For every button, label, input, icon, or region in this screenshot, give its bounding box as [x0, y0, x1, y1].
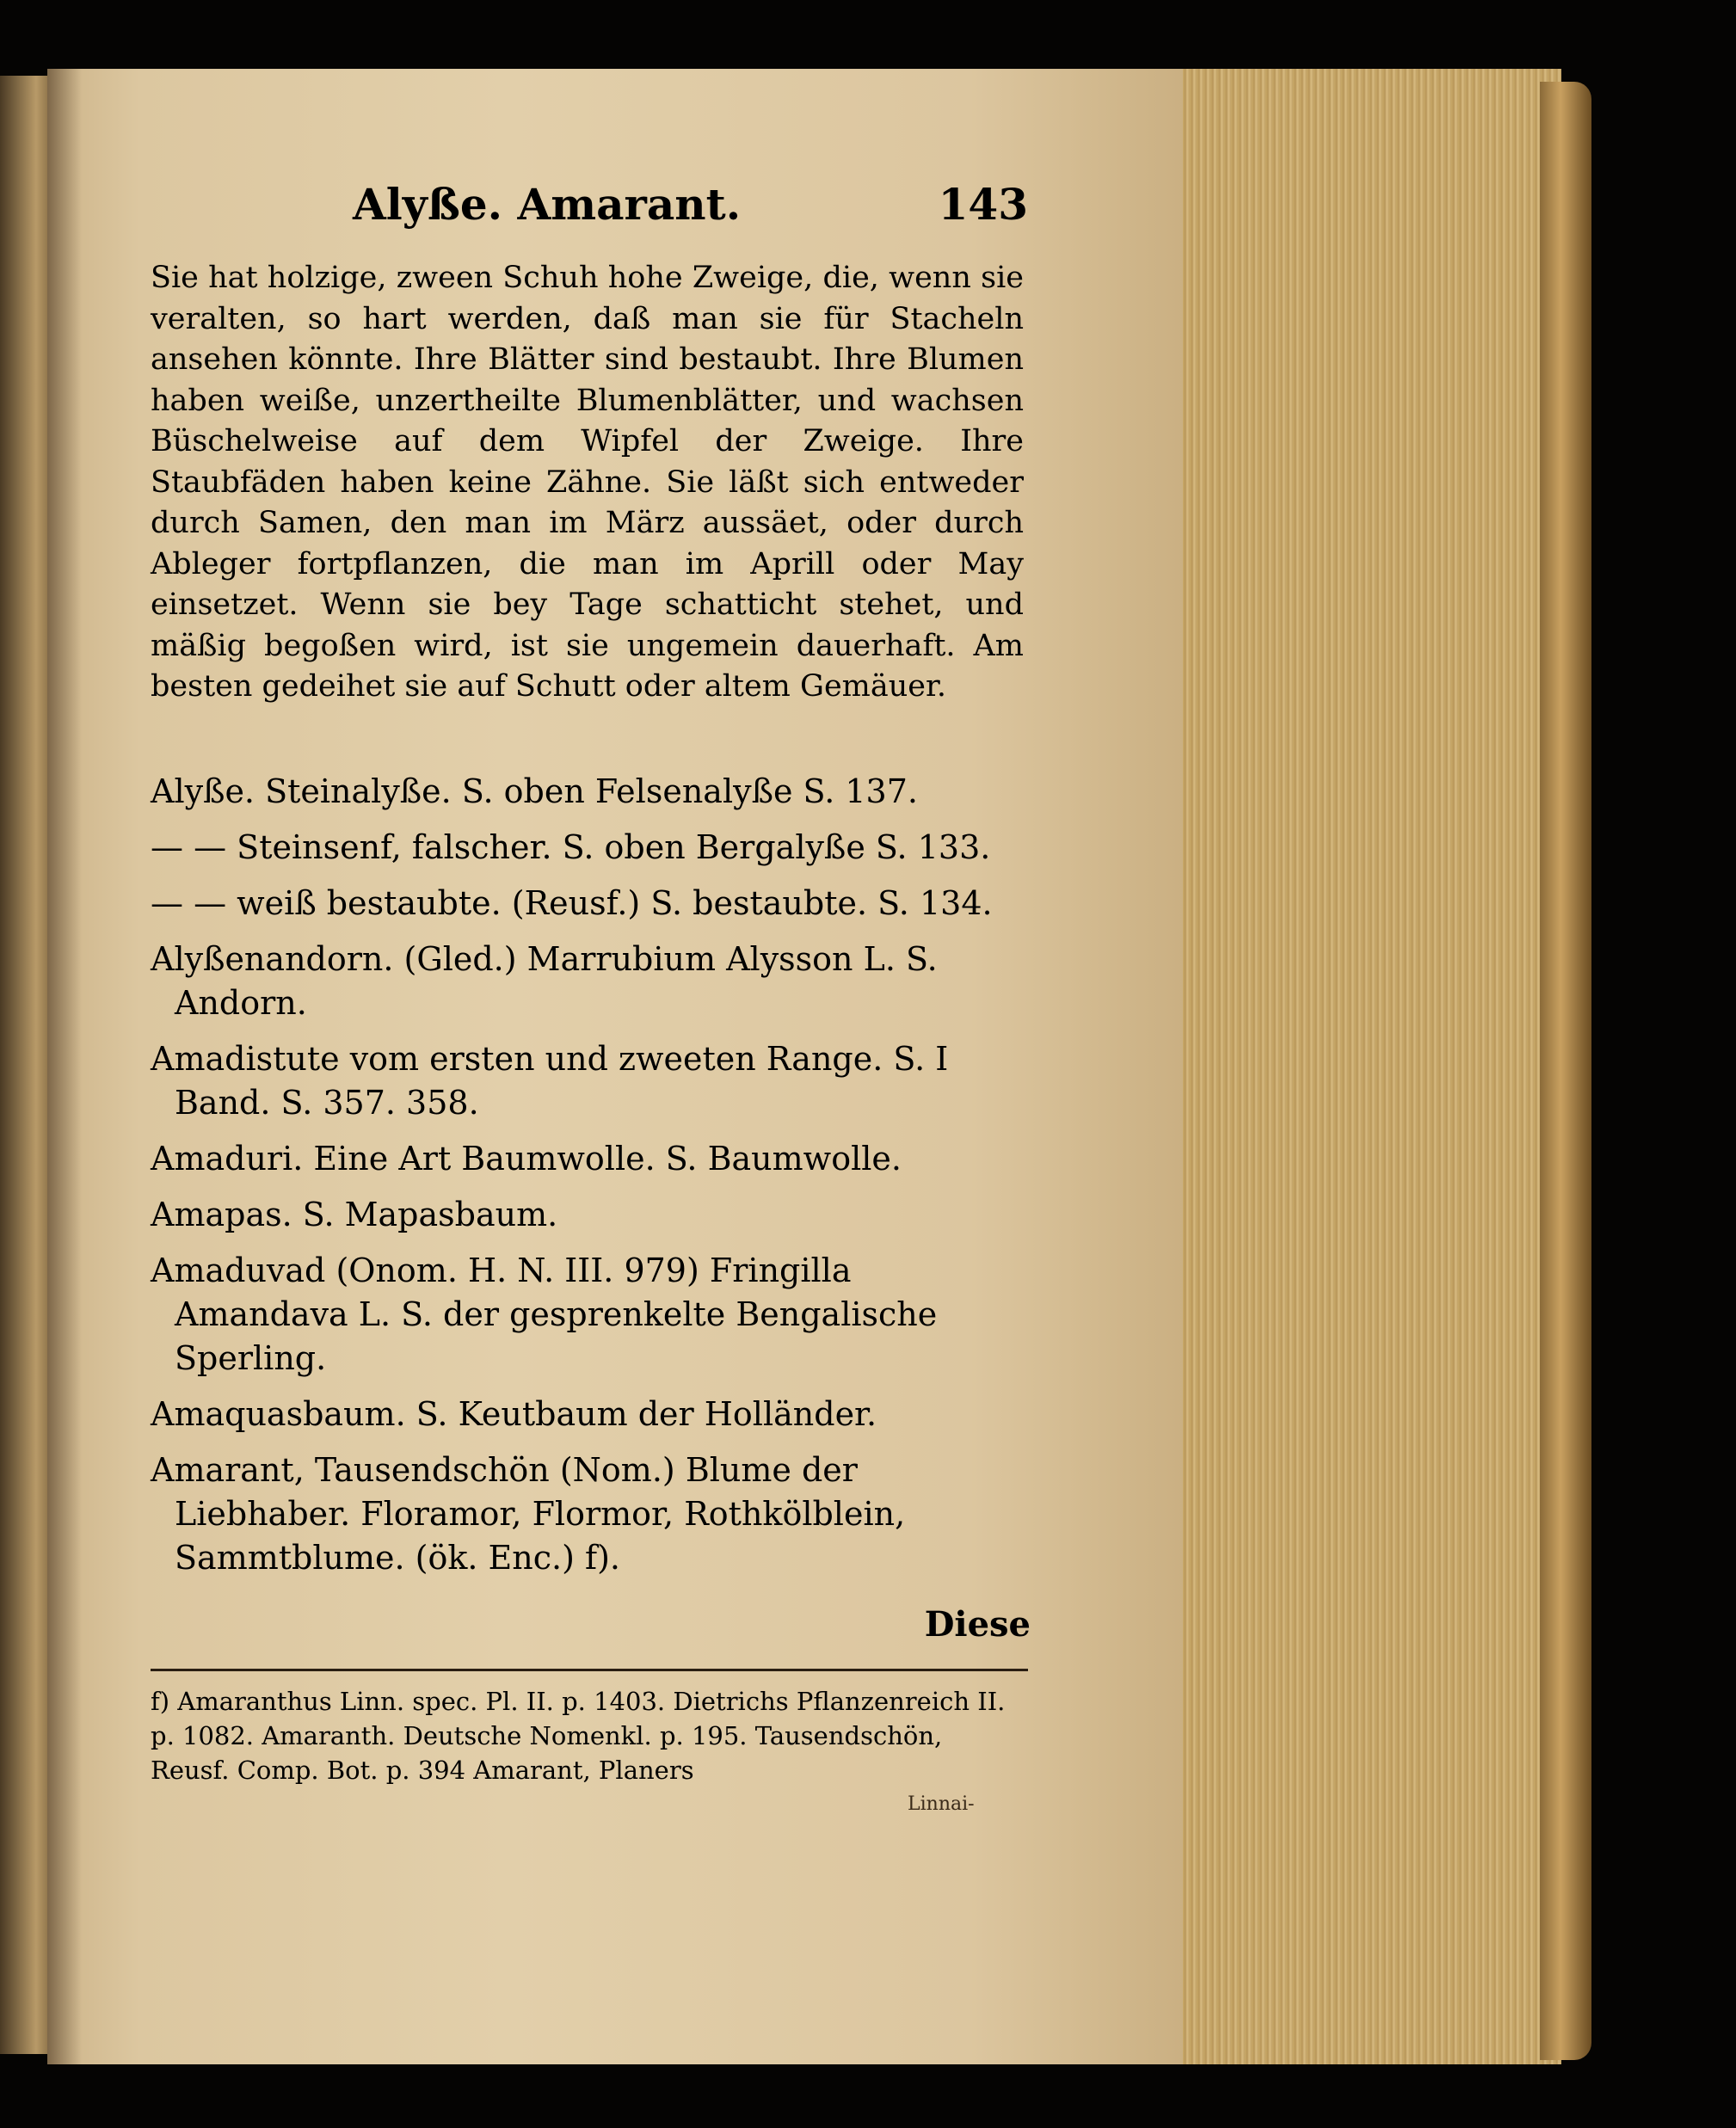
body-paragraph: Sie hat holzige, zween Schuh hohe Zweige, die, wenn sie veralten, so hart werden, daß man sie für Stacheln ansehen könnte. Ihre Blätter sind bestaubt. Ihre Blumen haben weiße, unzertheilte Blumenblätter, und wachsen Büschelweise auf dem Wipfel der Zweige. Ihre Staubfäden haben keine Zähne. Sie läßt sich entweder durch Samen, den man im März aussäet, oder durch Ableger fortpflanzen, die man im Aprill oder May einsetzet. Wenn sie bey Tage schatticht stehet, und mäßig begoßen wird, ist sie ungemein dauerhaft. Am besten gedeihet sie auf Schutt oder altem Gemäuer. [151, 261, 1024, 704]
entry-amapas: Amapas. S. Mapasbaum. [151, 1196, 558, 1233]
entry-amaduri: Amaduri. Eine Art Baumwolle. S. Baumwolle. [151, 1140, 902, 1178]
entry-steinalysse: Alyße. Steinalyße. S. oben Felsenalyße S. 137. [151, 772, 918, 810]
running-header [151, 172, 1028, 232]
footnote: f) Amaranthus Linn. spec. Pl. II. p. 1403. Dietrichs Pflanzenreich II. p. 1082. Amaranth. Deutsche Nomenkl. p. 195. Tausendschön, Reusf. Comp. Bot. p. 394 Amarant, Planers [151, 1687, 1006, 1785]
footnote-rule [151, 1669, 1028, 1671]
entry-weiss-bestaubte: — — weiß bestaubte. (Reusf.) S. bestaubte. S. 134. [151, 884, 993, 922]
entry-amarant: Amarant, Tausendschön (Nom.) Blume der Liebhaber. Floramor, Flormor, Rothkölblein, Sammtblume. (ök. Enc.) f). [151, 1451, 906, 1577]
running-title: Alyße. Amarant. [353, 179, 742, 230]
entry-amaquasbaum: Amaquasbaum. S. Keutbaum der Holländer. [151, 1395, 877, 1433]
page-gutter-shadow [47, 69, 82, 2064]
catchword: Diese [924, 1604, 1031, 1645]
book-cover-edge [1540, 82, 1591, 2060]
dictionary-entries [151, 770, 1024, 1592]
footnote-continuation: Linnai- [908, 1793, 975, 1815]
entry-amadistute: Amadistute vom ersten und zweeten Range. S. I Band. S. 357. 358. [151, 1040, 949, 1122]
entry-amaduvad: Amaduvad (Onom. H. N. III. 979) Fringilla Amandava L. S. der gesprenkelte Bengalische Sperling. [151, 1252, 938, 1377]
entry-steinsenf: — — Steinsenf, falscher. S. oben Bergalyße S. 133. [151, 828, 991, 866]
page-number: 143 [938, 179, 1028, 230]
entry-alyssenandorn: Alyßenandorn. (Gled.) Marrubium Alysson L. S. Andorn. [151, 940, 938, 1022]
page-block-fore-edge [1183, 69, 1561, 2064]
